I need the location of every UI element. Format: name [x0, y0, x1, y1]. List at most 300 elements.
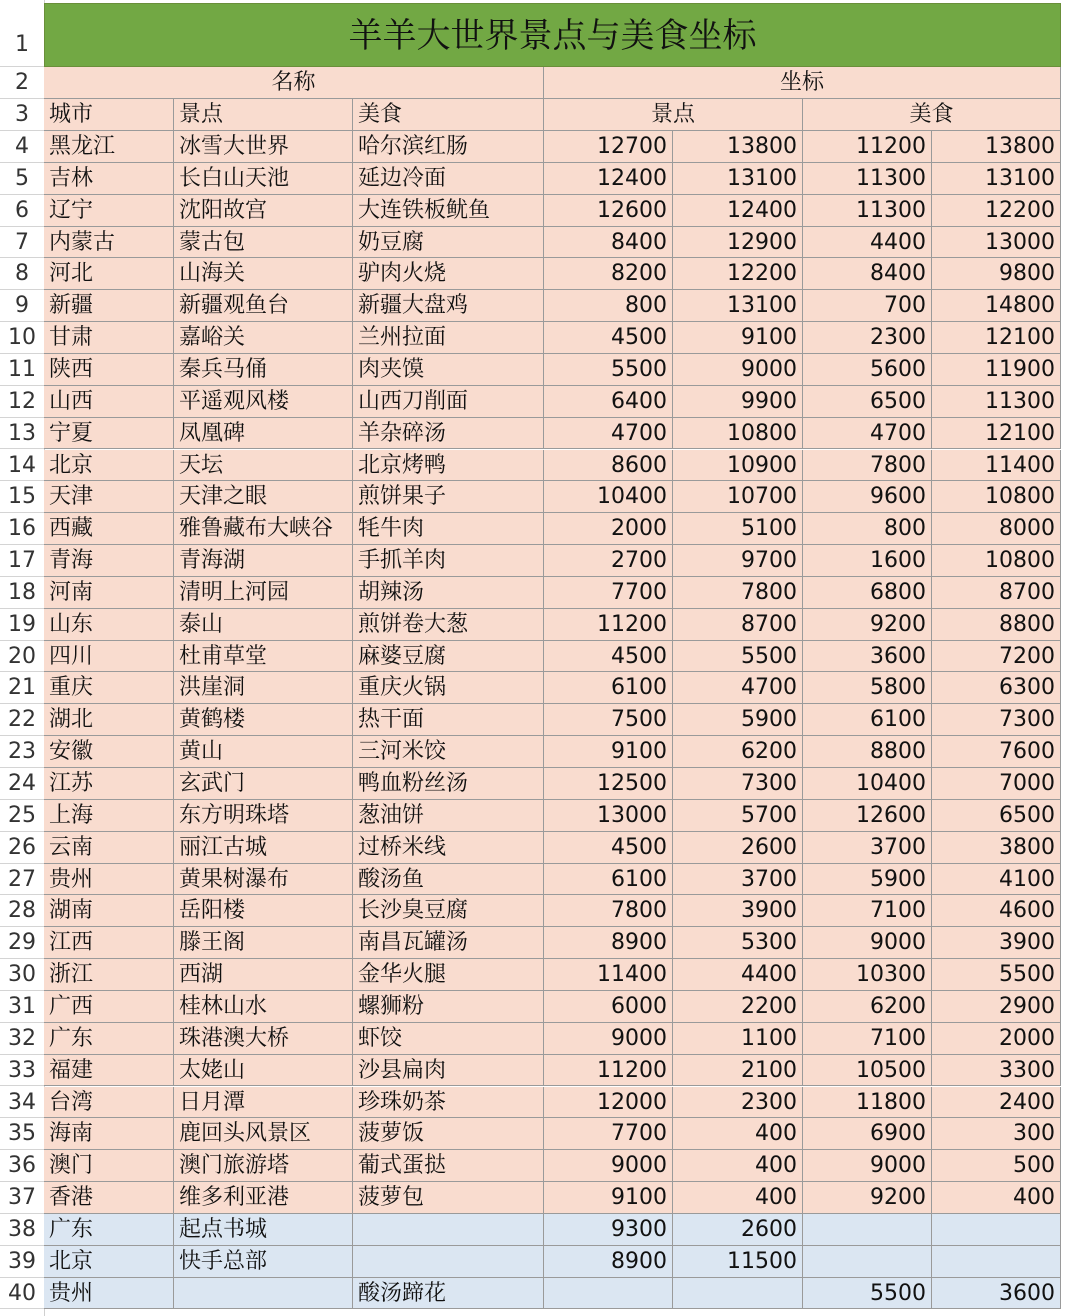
row-number[interactable]: 8	[0, 258, 44, 290]
row-number[interactable]: 39	[0, 1246, 44, 1278]
cell-city[interactable]: 陕西	[44, 354, 174, 386]
row-number[interactable]: 25	[0, 800, 44, 832]
row-number[interactable]: 4	[0, 131, 44, 163]
cell-food[interactable]: 鸭血粉丝汤	[353, 768, 544, 800]
cell-city[interactable]: 广西	[44, 991, 174, 1023]
cell-city[interactable]: 西藏	[44, 513, 174, 545]
cell-scenic-x[interactable]: 13000	[544, 800, 673, 832]
cell-food[interactable]: 南昌瓦罐汤	[353, 927, 544, 959]
cell-food[interactable]: 肉夹馍	[353, 354, 544, 386]
cell-food[interactable]: 螺狮粉	[353, 991, 544, 1023]
cell-city[interactable]: 宁夏	[44, 418, 174, 450]
cell-food-x[interactable]: 9000	[803, 1150, 932, 1182]
row-number[interactable]: 11	[0, 354, 44, 386]
cell-scenic[interactable]: 秦兵马俑	[174, 354, 353, 386]
row-number[interactable]: 32	[0, 1023, 44, 1055]
cell-food-x[interactable]: 4400	[803, 227, 932, 259]
cell-food-x[interactable]: 2300	[803, 322, 932, 354]
cell-food[interactable]: 兰州拉面	[353, 322, 544, 354]
cell-scenic[interactable]: 黄山	[174, 736, 353, 768]
title-cell[interactable]: 羊羊大世界景点与美食坐标	[44, 3, 1061, 67]
cell-scenic-y[interactable]: 7800	[673, 577, 803, 609]
cell-scenic-y[interactable]: 4700	[673, 672, 803, 704]
cell-city[interactable]: 北京	[44, 1246, 174, 1278]
cell-scenic[interactable]: 嘉峪关	[174, 322, 353, 354]
cell-food-y[interactable]: 3800	[932, 832, 1061, 864]
header-coord-scenic[interactable]: 景点	[544, 99, 803, 131]
cell-scenic-y[interactable]: 11500	[673, 1246, 803, 1278]
cell-scenic[interactable]: 滕王阁	[174, 927, 353, 959]
cell-scenic-x[interactable]: 4500	[544, 832, 673, 864]
cell-food-x[interactable]: 6200	[803, 991, 932, 1023]
cell-scenic[interactable]: 长白山天池	[174, 163, 353, 195]
row-number[interactable]: 16	[0, 513, 44, 545]
cell-scenic-y[interactable]: 2100	[673, 1055, 803, 1087]
cell-city[interactable]: 云南	[44, 832, 174, 864]
cell-food-y[interactable]: 10800	[932, 481, 1061, 513]
cell-scenic-y[interactable]: 2600	[673, 832, 803, 864]
cell-scenic-x[interactable]: 4700	[544, 418, 673, 450]
cell-scenic-y[interactable]: 13100	[673, 290, 803, 322]
cell-scenic-x[interactable]: 11200	[544, 1055, 673, 1087]
cell-scenic[interactable]: 清明上河园	[174, 577, 353, 609]
cell-food[interactable]: 重庆火锅	[353, 672, 544, 704]
cell-scenic-x[interactable]: 2700	[544, 545, 673, 577]
cell-scenic-x[interactable]: 7800	[544, 895, 673, 927]
cell-scenic-y[interactable]: 5900	[673, 704, 803, 736]
cell-scenic-y[interactable]: 9100	[673, 322, 803, 354]
row-number[interactable]: 34	[0, 1087, 44, 1119]
cell-scenic-x[interactable]: 9100	[544, 1182, 673, 1214]
cell-scenic-x[interactable]: 2000	[544, 513, 673, 545]
cell-food[interactable]: 金华火腿	[353, 959, 544, 991]
cell-food[interactable]: 延边冷面	[353, 163, 544, 195]
cell-city[interactable]: 澳门	[44, 1150, 174, 1182]
cell-food-x[interactable]: 9200	[803, 609, 932, 641]
cell-food-y[interactable]: 13100	[932, 163, 1061, 195]
cell-scenic-y[interactable]: 13100	[673, 163, 803, 195]
header-scenic[interactable]: 景点	[174, 99, 353, 131]
cell-food-y[interactable]: 6500	[932, 800, 1061, 832]
cell-scenic[interactable]: 新疆观鱼台	[174, 290, 353, 322]
cell-food-x[interactable]: 11800	[803, 1087, 932, 1119]
cell-food[interactable]: 新疆大盘鸡	[353, 290, 544, 322]
cell-city[interactable]: 海南	[44, 1118, 174, 1150]
cell-food-y[interactable]: 10800	[932, 545, 1061, 577]
cell-scenic-x[interactable]: 7700	[544, 577, 673, 609]
header-coords-group[interactable]: 坐标	[544, 67, 1061, 99]
cell-food[interactable]: 胡辣汤	[353, 577, 544, 609]
cell-food-y[interactable]: 2400	[932, 1087, 1061, 1119]
cell-food-x[interactable]: 11200	[803, 131, 932, 163]
row-number[interactable]: 19	[0, 609, 44, 641]
row-number[interactable]: 20	[0, 641, 44, 673]
row-number[interactable]: 26	[0, 832, 44, 864]
cell-city[interactable]: 河北	[44, 258, 174, 290]
cell-food-y[interactable]: 9800	[932, 258, 1061, 290]
cell-city[interactable]: 江苏	[44, 768, 174, 800]
cell-food-y[interactable]: 7000	[932, 768, 1061, 800]
cell-city[interactable]: 广东	[44, 1214, 174, 1246]
row-number[interactable]: 38	[0, 1214, 44, 1246]
cell-scenic[interactable]: 冰雪大世界	[174, 131, 353, 163]
row-number[interactable]: 1	[0, 22, 44, 67]
cell-food[interactable]: 羊杂碎汤	[353, 418, 544, 450]
cell-food-y[interactable]: 12200	[932, 195, 1061, 227]
row-number[interactable]: 3	[0, 99, 44, 131]
cell-food-y[interactable]: 7200	[932, 641, 1061, 673]
cell-food-y[interactable]: 4100	[932, 864, 1061, 896]
cell-food[interactable]: 山西刀削面	[353, 386, 544, 418]
cell-food[interactable]: 葡式蛋挞	[353, 1150, 544, 1182]
cell-food-y[interactable]: 8800	[932, 609, 1061, 641]
cell-food-y[interactable]: 13800	[932, 131, 1061, 163]
cell-city[interactable]: 浙江	[44, 959, 174, 991]
cell-scenic-y[interactable]: 2600	[673, 1214, 803, 1246]
row-number[interactable]: 35	[0, 1118, 44, 1150]
cell-food[interactable]: 过桥米线	[353, 832, 544, 864]
cell-scenic[interactable]: 丽江古城	[174, 832, 353, 864]
cell-scenic-x[interactable]: 11200	[544, 609, 673, 641]
cell-scenic-y[interactable]: 2300	[673, 1087, 803, 1119]
cell-food-y[interactable]: 400	[932, 1182, 1061, 1214]
cell-city[interactable]: 湖北	[44, 704, 174, 736]
cell-scenic-y[interactable]: 5300	[673, 927, 803, 959]
cell-food[interactable]: 酸汤蹄花	[353, 1278, 544, 1310]
cell-scenic-x[interactable]: 8900	[544, 927, 673, 959]
cell-scenic[interactable]: 桂林山水	[174, 991, 353, 1023]
cell-food-y[interactable]: 300	[932, 1118, 1061, 1150]
cell-scenic-y[interactable]: 5700	[673, 800, 803, 832]
cell-food-x[interactable]: 10300	[803, 959, 932, 991]
cell-scenic-x[interactable]: 4500	[544, 322, 673, 354]
cell-food[interactable]: 手抓羊肉	[353, 545, 544, 577]
row-number[interactable]: 30	[0, 959, 44, 991]
cell-city[interactable]: 新疆	[44, 290, 174, 322]
row-number[interactable]: 33	[0, 1055, 44, 1087]
cell-food-y[interactable]: 2900	[932, 991, 1061, 1023]
cell-food-x[interactable]: 1600	[803, 545, 932, 577]
row-number[interactable]: 14	[0, 450, 44, 482]
cell-scenic[interactable]: 雅鲁藏布大峡谷	[174, 513, 353, 545]
cell-scenic[interactable]: 天坛	[174, 450, 353, 482]
cell-scenic-y[interactable]: 6200	[673, 736, 803, 768]
cell-food[interactable]: 菠萝饭	[353, 1118, 544, 1150]
cell-scenic-x[interactable]: 8600	[544, 450, 673, 482]
cell-scenic-y[interactable]: 9700	[673, 545, 803, 577]
cell-city[interactable]: 天津	[44, 481, 174, 513]
row-number[interactable]: 23	[0, 736, 44, 768]
cell-food[interactable]: 三河米饺	[353, 736, 544, 768]
cell-scenic-x[interactable]: 9300	[544, 1214, 673, 1246]
cell-food-x[interactable]: 9600	[803, 481, 932, 513]
cell-food[interactable]: 热干面	[353, 704, 544, 736]
cell-food-y[interactable]: 500	[932, 1150, 1061, 1182]
row-number[interactable]: 9	[0, 290, 44, 322]
cell-city[interactable]: 重庆	[44, 672, 174, 704]
cell-city[interactable]: 吉林	[44, 163, 174, 195]
cell-food[interactable]: 麻婆豆腐	[353, 641, 544, 673]
cell-scenic[interactable]: 太姥山	[174, 1055, 353, 1087]
cell-scenic[interactable]: 沈阳故宫	[174, 195, 353, 227]
cell-food[interactable]: 大连铁板鱿鱼	[353, 195, 544, 227]
cell-food[interactable]: 珍珠奶茶	[353, 1087, 544, 1119]
cell-scenic[interactable]: 日月潭	[174, 1087, 353, 1119]
cell-scenic[interactable]: 玄武门	[174, 768, 353, 800]
cell-food-x[interactable]: 9000	[803, 927, 932, 959]
cell-food-x[interactable]	[803, 1246, 932, 1278]
cell-city[interactable]: 湖南	[44, 895, 174, 927]
cell-food[interactable]: 菠萝包	[353, 1182, 544, 1214]
cell-food-x[interactable]: 700	[803, 290, 932, 322]
cell-scenic[interactable]: 青海湖	[174, 545, 353, 577]
cell-scenic[interactable]: 泰山	[174, 609, 353, 641]
row-number[interactable]: 36	[0, 1150, 44, 1182]
cell-city[interactable]: 上海	[44, 800, 174, 832]
cell-food-y[interactable]: 14800	[932, 290, 1061, 322]
cell-scenic-y[interactable]: 10700	[673, 481, 803, 513]
row-number[interactable]: 12	[0, 386, 44, 418]
cell-food-y[interactable]: 8700	[932, 577, 1061, 609]
cell-scenic-x[interactable]: 6100	[544, 864, 673, 896]
header-food[interactable]: 美食	[353, 99, 544, 131]
cell-scenic-y[interactable]: 9000	[673, 354, 803, 386]
row-number[interactable]: 24	[0, 768, 44, 800]
cell-scenic-x[interactable]: 9100	[544, 736, 673, 768]
row-number[interactable]: 21	[0, 672, 44, 704]
cell-city[interactable]: 青海	[44, 545, 174, 577]
cell-scenic-y[interactable]: 3900	[673, 895, 803, 927]
cell-food-y[interactable]: 3600	[932, 1278, 1061, 1310]
cell-food-x[interactable]: 8400	[803, 258, 932, 290]
cell-scenic-x[interactable]: 7700	[544, 1118, 673, 1150]
cell-food-x[interactable]	[803, 1214, 932, 1246]
cell-food-x[interactable]: 6900	[803, 1118, 932, 1150]
cell-food[interactable]: 虾饺	[353, 1023, 544, 1055]
cell-food[interactable]: 葱油饼	[353, 800, 544, 832]
cell-scenic[interactable]: 山海关	[174, 258, 353, 290]
cell-food-y[interactable]	[932, 1246, 1061, 1278]
row-number[interactable]: 22	[0, 704, 44, 736]
cell-scenic-y[interactable]: 12400	[673, 195, 803, 227]
cell-food[interactable]: 奶豆腐	[353, 227, 544, 259]
cell-food[interactable]: 煎饼卷大葱	[353, 609, 544, 641]
cell-scenic-x[interactable]: 6400	[544, 386, 673, 418]
row-number[interactable]: 7	[0, 227, 44, 259]
cell-food-x[interactable]: 4700	[803, 418, 932, 450]
cell-scenic-x[interactable]: 4500	[544, 641, 673, 673]
cell-food-x[interactable]: 800	[803, 513, 932, 545]
cell-scenic-y[interactable]: 5100	[673, 513, 803, 545]
cell-scenic-x[interactable]: 8200	[544, 258, 673, 290]
cell-city[interactable]: 安徽	[44, 736, 174, 768]
cell-food-y[interactable]: 12100	[932, 322, 1061, 354]
cell-food-x[interactable]: 7100	[803, 1023, 932, 1055]
cell-city[interactable]: 内蒙古	[44, 227, 174, 259]
row-number[interactable]: 40	[0, 1278, 44, 1310]
cell-food-x[interactable]: 3600	[803, 641, 932, 673]
cell-scenic-y[interactable]: 400	[673, 1182, 803, 1214]
cell-scenic-x[interactable]: 8400	[544, 227, 673, 259]
cell-scenic[interactable]: 维多利亚港	[174, 1182, 353, 1214]
cell-scenic-y[interactable]: 13800	[673, 131, 803, 163]
cell-city[interactable]: 河南	[44, 577, 174, 609]
cell-scenic-x[interactable]: 6000	[544, 991, 673, 1023]
cell-scenic[interactable]: 快手总部	[174, 1246, 353, 1278]
cell-scenic-y[interactable]: 10800	[673, 418, 803, 450]
cell-food-y[interactable]: 11300	[932, 386, 1061, 418]
cell-scenic-x[interactable]: 6100	[544, 672, 673, 704]
cell-food-y[interactable]: 6300	[932, 672, 1061, 704]
header-coord-food[interactable]: 美食	[803, 99, 1061, 131]
cell-food-y[interactable]: 7600	[932, 736, 1061, 768]
row-number[interactable]: 29	[0, 927, 44, 959]
cell-scenic[interactable]: 黄鹤楼	[174, 704, 353, 736]
header-city[interactable]: 城市	[44, 99, 174, 131]
cell-city[interactable]: 四川	[44, 641, 174, 673]
cell-food-y[interactable]: 3900	[932, 927, 1061, 959]
cell-scenic-y[interactable]	[673, 1278, 803, 1310]
cell-scenic-y[interactable]: 4400	[673, 959, 803, 991]
cell-food[interactable]: 酸汤鱼	[353, 864, 544, 896]
cell-food-y[interactable]: 13000	[932, 227, 1061, 259]
cell-scenic[interactable]	[174, 1278, 353, 1310]
cell-food-y[interactable]: 2000	[932, 1023, 1061, 1055]
cell-food-y[interactable]: 5500	[932, 959, 1061, 991]
cell-scenic[interactable]: 平遥观风楼	[174, 386, 353, 418]
cell-scenic-y[interactable]: 400	[673, 1150, 803, 1182]
cell-scenic[interactable]: 黄果树瀑布	[174, 864, 353, 896]
cell-food[interactable]: 长沙臭豆腐	[353, 895, 544, 927]
cell-food-y[interactable]: 3300	[932, 1055, 1061, 1087]
cell-food-x[interactable]: 3700	[803, 832, 932, 864]
row-number[interactable]: 10	[0, 322, 44, 354]
cell-scenic-x[interactable]: 800	[544, 290, 673, 322]
cell-food-x[interactable]: 8800	[803, 736, 932, 768]
cell-food-y[interactable]: 11400	[932, 450, 1061, 482]
cell-city[interactable]: 香港	[44, 1182, 174, 1214]
cell-scenic-x[interactable]: 12500	[544, 768, 673, 800]
cell-scenic-x[interactable]: 12600	[544, 195, 673, 227]
cell-scenic-y[interactable]: 9900	[673, 386, 803, 418]
cell-food-x[interactable]: 11300	[803, 195, 932, 227]
cell-food[interactable]	[353, 1214, 544, 1246]
cell-scenic-x[interactable]: 10400	[544, 481, 673, 513]
row-number[interactable]: 2	[0, 67, 44, 99]
cell-scenic-y[interactable]: 12200	[673, 258, 803, 290]
cell-food-x[interactable]: 12600	[803, 800, 932, 832]
cell-city[interactable]: 福建	[44, 1055, 174, 1087]
cell-city[interactable]: 山东	[44, 609, 174, 641]
cell-scenic-x[interactable]: 11400	[544, 959, 673, 991]
cell-city[interactable]: 黑龙江	[44, 131, 174, 163]
cell-scenic[interactable]: 西湖	[174, 959, 353, 991]
cell-scenic-y[interactable]: 7300	[673, 768, 803, 800]
cell-scenic[interactable]: 天津之眼	[174, 481, 353, 513]
cell-food-x[interactable]: 7100	[803, 895, 932, 927]
row-number[interactable]: 28	[0, 895, 44, 927]
cell-scenic[interactable]: 珠港澳大桥	[174, 1023, 353, 1055]
cell-food[interactable]: 沙县扁肉	[353, 1055, 544, 1087]
cell-scenic-x[interactable]	[544, 1278, 673, 1310]
cell-city[interactable]: 江西	[44, 927, 174, 959]
row-number[interactable]: 37	[0, 1182, 44, 1214]
row-number[interactable]: 17	[0, 545, 44, 577]
cell-city[interactable]: 辽宁	[44, 195, 174, 227]
cell-scenic-y[interactable]: 2200	[673, 991, 803, 1023]
cell-food-x[interactable]: 6100	[803, 704, 932, 736]
cell-city[interactable]: 甘肃	[44, 322, 174, 354]
row-number[interactable]: 6	[0, 195, 44, 227]
cell-scenic[interactable]: 东方明珠塔	[174, 800, 353, 832]
cell-scenic-x[interactable]: 12400	[544, 163, 673, 195]
cell-scenic-x[interactable]: 9000	[544, 1023, 673, 1055]
cell-scenic[interactable]: 杜甫草堂	[174, 641, 353, 673]
cell-food-x[interactable]: 6800	[803, 577, 932, 609]
cell-scenic[interactable]: 凤凰碑	[174, 418, 353, 450]
row-number[interactable]: 15	[0, 481, 44, 513]
cell-city[interactable]: 贵州	[44, 1278, 174, 1310]
cell-scenic-y[interactable]: 1100	[673, 1023, 803, 1055]
cell-scenic[interactable]: 起点书城	[174, 1214, 353, 1246]
cell-city[interactable]: 广东	[44, 1023, 174, 1055]
cell-city[interactable]: 贵州	[44, 864, 174, 896]
cell-scenic-y[interactable]: 400	[673, 1118, 803, 1150]
row-number[interactable]: 13	[0, 418, 44, 450]
row-number[interactable]: 5	[0, 163, 44, 195]
row-number[interactable]: 31	[0, 991, 44, 1023]
cell-city[interactable]: 山西	[44, 386, 174, 418]
cell-food-y[interactable]: 4600	[932, 895, 1061, 927]
cell-scenic[interactable]: 蒙古包	[174, 227, 353, 259]
cell-food[interactable]: 牦牛肉	[353, 513, 544, 545]
cell-food[interactable]: 北京烤鸭	[353, 450, 544, 482]
cell-scenic[interactable]: 岳阳楼	[174, 895, 353, 927]
cell-scenic-x[interactable]: 12700	[544, 131, 673, 163]
cell-food-x[interactable]: 9200	[803, 1182, 932, 1214]
cell-food-x[interactable]: 10500	[803, 1055, 932, 1087]
cell-scenic-x[interactable]: 7500	[544, 704, 673, 736]
cell-food-y[interactable]: 8000	[932, 513, 1061, 545]
cell-city[interactable]: 台湾	[44, 1087, 174, 1119]
cell-food-y[interactable]: 12100	[932, 418, 1061, 450]
cell-scenic-y[interactable]: 12900	[673, 227, 803, 259]
cell-food[interactable]: 驴肉火烧	[353, 258, 544, 290]
cell-food-x[interactable]: 5600	[803, 354, 932, 386]
cell-scenic-y[interactable]: 8700	[673, 609, 803, 641]
cell-food-x[interactable]: 5900	[803, 864, 932, 896]
cell-scenic-y[interactable]: 3700	[673, 864, 803, 896]
cell-food-x[interactable]: 5800	[803, 672, 932, 704]
cell-scenic-x[interactable]: 5500	[544, 354, 673, 386]
cell-scenic-y[interactable]: 5500	[673, 641, 803, 673]
cell-scenic[interactable]: 澳门旅游塔	[174, 1150, 353, 1182]
cell-food-x[interactable]: 11300	[803, 163, 932, 195]
cell-food-x[interactable]: 5500	[803, 1278, 932, 1310]
header-name-group[interactable]: 名称	[44, 67, 544, 99]
cell-city[interactable]: 北京	[44, 450, 174, 482]
cell-scenic-x[interactable]: 12000	[544, 1087, 673, 1119]
cell-scenic-x[interactable]: 8900	[544, 1246, 673, 1278]
cell-food[interactable]: 哈尔滨红肠	[353, 131, 544, 163]
cell-food[interactable]: 煎饼果子	[353, 481, 544, 513]
cell-food-x[interactable]: 6500	[803, 386, 932, 418]
cell-food-y[interactable]	[932, 1214, 1061, 1246]
cell-food[interactable]	[353, 1246, 544, 1278]
cell-food-y[interactable]: 11900	[932, 354, 1061, 386]
cell-scenic[interactable]: 洪崖洞	[174, 672, 353, 704]
cell-scenic-y[interactable]: 10900	[673, 450, 803, 482]
